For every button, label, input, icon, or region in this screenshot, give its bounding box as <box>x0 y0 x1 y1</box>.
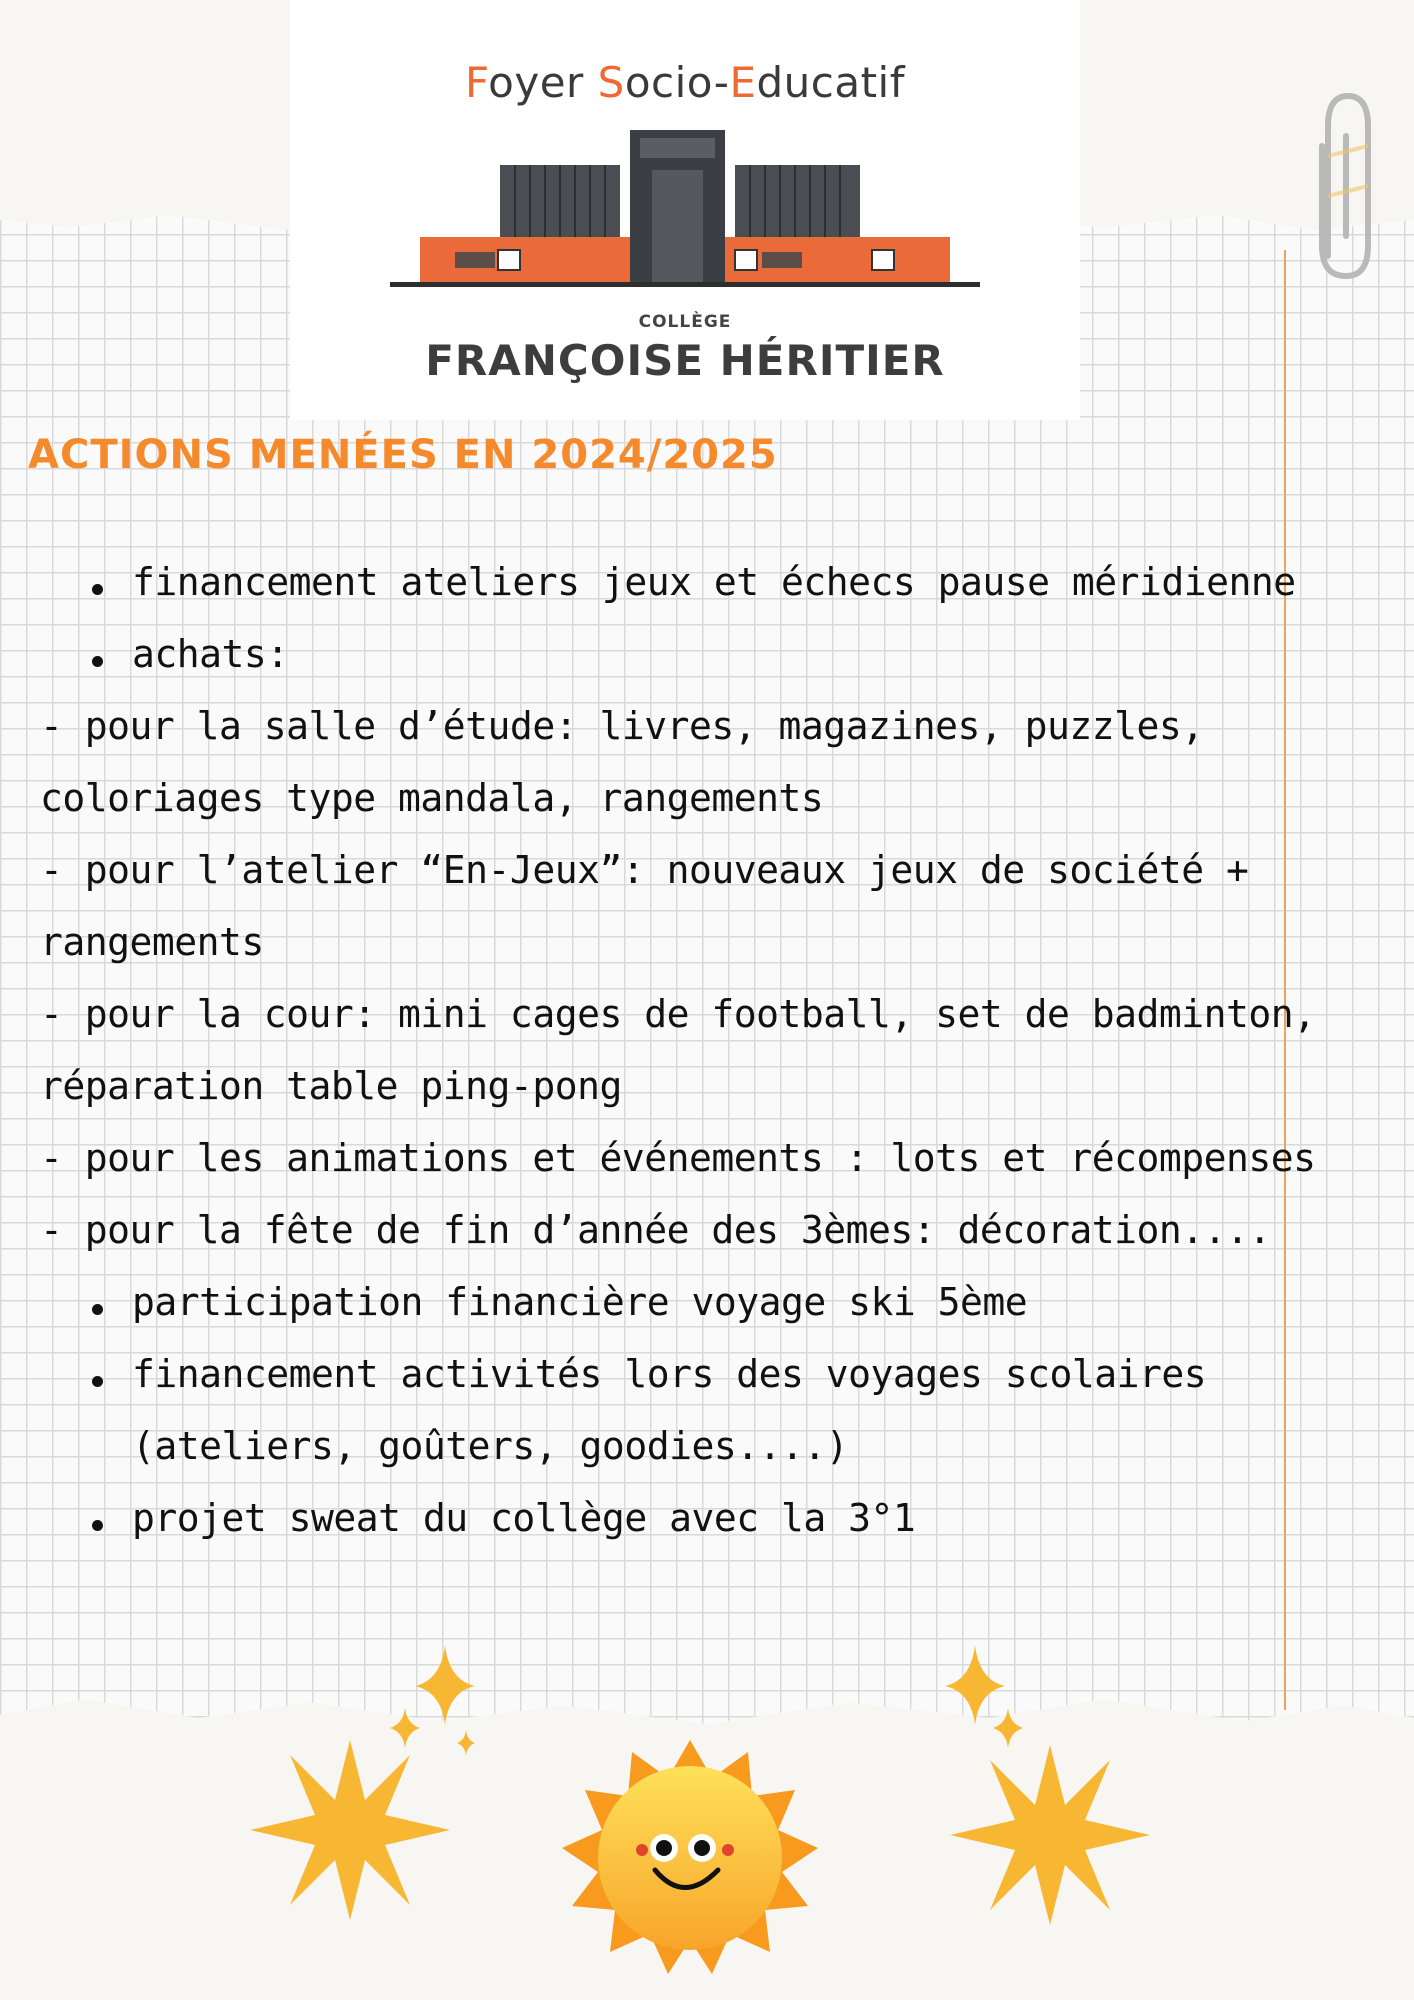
sparkle-icon <box>390 1645 475 1756</box>
title-initial: E <box>729 58 757 107</box>
title-part: ducatif <box>756 58 906 107</box>
smiling-sun-icon <box>562 1740 818 1974</box>
starburst-icon <box>250 1740 450 1920</box>
list-item: financement activités lors des voyages scolaires <box>132 1352 1207 1396</box>
list-item: achats: <box>132 632 289 676</box>
list-item: - pour les animations et événements : lots et récompenses <box>40 1136 1316 1180</box>
sparkle-icon <box>945 1645 1023 1748</box>
list-item: financement ateliers jeux et échecs pause méridienne <box>132 560 1296 604</box>
page-title: ACTIONS MENÉES EN 2024/2025 <box>28 432 778 478</box>
title-part: oyer <box>488 58 598 107</box>
list-item: participation financière voyage ski 5ème <box>132 1280 1028 1324</box>
college-name: FRANÇOISE HÉRITIER <box>425 336 945 385</box>
college-label: COLLÈGE <box>638 312 732 332</box>
list-item: (ateliers, goûters, goodies....) <box>132 1424 849 1468</box>
list-item: rangements <box>40 920 264 964</box>
list-item: - pour la fête de fin d’année des 3èmes: décoration.... <box>40 1208 1271 1252</box>
title-initial: S <box>597 58 625 107</box>
starburst-icon <box>950 1745 1150 1925</box>
list-item: - pour la cour: mini cages de football, set de badminton, <box>40 992 1316 1036</box>
list-item: - pour la salle d’étude: livres, magazines, puzzles, <box>40 704 1204 748</box>
list-item: projet sweat du collège avec la 3°1 <box>132 1496 916 1540</box>
list-item: coloriages type mandala, rangements <box>40 776 824 820</box>
title-initial: F <box>464 58 489 107</box>
title-part: ocio- <box>624 58 730 107</box>
list-item: réparation table ping-pong <box>40 1064 622 1108</box>
list-item: - pour l’atelier “En-Jeux”: nouveaux jeux de société + <box>40 848 1249 892</box>
